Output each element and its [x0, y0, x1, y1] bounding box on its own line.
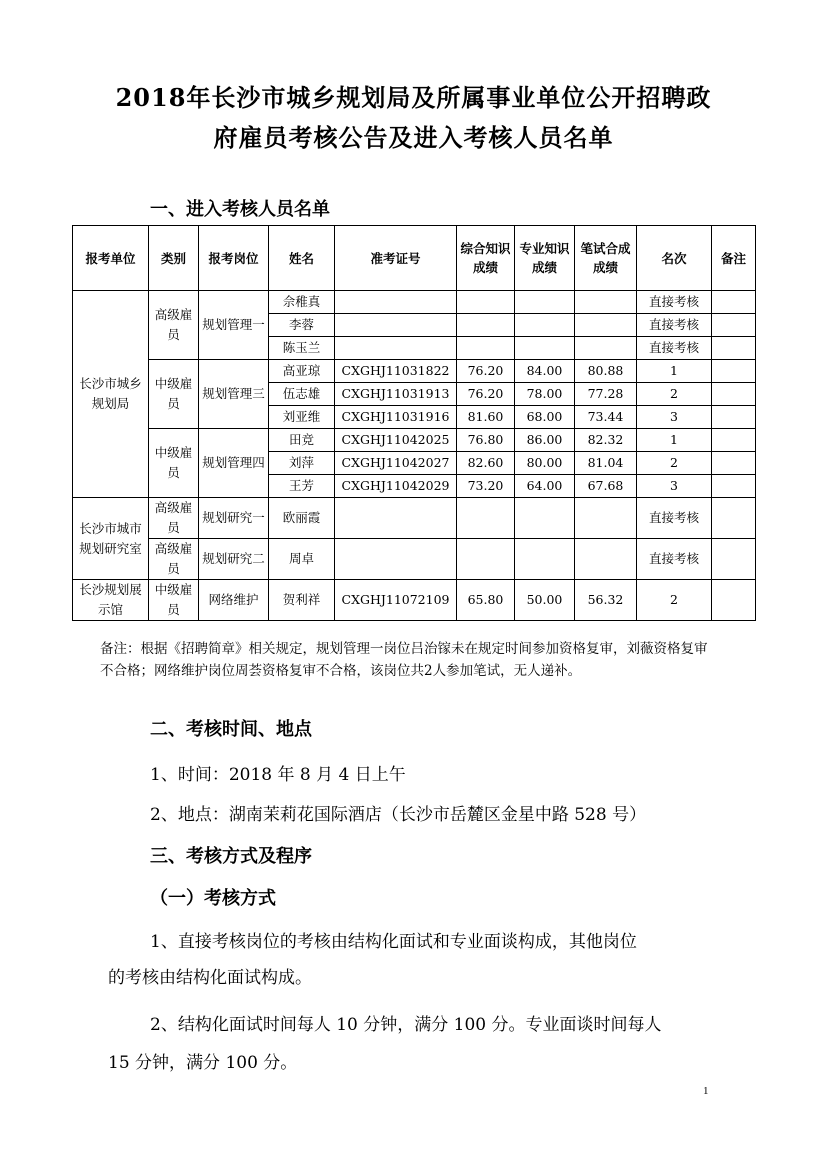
cell-name: 陈玉兰	[269, 337, 335, 360]
cell-post: 规划研究一	[199, 498, 269, 539]
cell-name: 田竞	[269, 429, 335, 452]
cell-name: 伍志雄	[269, 383, 335, 406]
cell-remark	[712, 452, 756, 475]
cell-post: 规划管理三	[199, 360, 269, 429]
cell-id	[335, 291, 457, 314]
paragraph-1-line-2: 的考核由结构化面试构成。	[108, 968, 312, 988]
cell-s2	[515, 291, 575, 314]
table-row	[73, 360, 756, 383]
cell-id: CXGHJ11031822	[335, 360, 457, 383]
header-rank: 名次	[637, 226, 712, 291]
paragraph-2-line-1: 2、结构化面试时间每人 10 分钟，满分 100 分。专业面谈时间每人	[150, 1015, 662, 1035]
cell-s3	[575, 498, 637, 539]
cell-s2: 78.00	[515, 383, 575, 406]
cell-unit: 长沙规划展示馆	[73, 580, 149, 621]
cell-category: 高级雇员	[149, 291, 199, 360]
cell-s1: 82.60	[457, 452, 515, 475]
cell-name: 高亚琼	[269, 360, 335, 383]
cell-s2: 80.00	[515, 452, 575, 475]
cell-s2	[515, 337, 575, 360]
cell-id	[335, 337, 457, 360]
cell-s3	[575, 314, 637, 337]
cell-s2: 68.00	[515, 406, 575, 429]
cell-rank: 2	[637, 580, 712, 621]
cell-s3: 67.68	[575, 475, 637, 498]
cell-s1	[457, 314, 515, 337]
cell-s3	[575, 539, 637, 580]
cell-rank: 直接考核	[637, 337, 712, 360]
cell-s1	[457, 498, 515, 539]
page-number: 1	[703, 1085, 709, 1097]
cell-category: 高级雇员	[149, 539, 199, 580]
header-general-score: 综合知识成绩	[457, 226, 515, 291]
cell-name: 王芳	[269, 475, 335, 498]
cell-remark	[712, 539, 756, 580]
cell-remark	[712, 314, 756, 337]
exam-time: 1、时间：2018 年 8 月 4 日上午	[150, 765, 406, 785]
cell-s1	[457, 539, 515, 580]
section-heading-2: 二、考核时间、地点	[150, 719, 312, 740]
table-row	[73, 291, 756, 314]
cell-remark	[712, 337, 756, 360]
cell-rank: 直接考核	[637, 539, 712, 580]
section-heading-1: 一、进入考核人员名单	[150, 199, 330, 220]
cell-remark	[712, 291, 756, 314]
cell-s1: 76.20	[457, 383, 515, 406]
cell-name: 刘萍	[269, 452, 335, 475]
cell-s1: 65.80	[457, 580, 515, 621]
cell-rank: 直接考核	[637, 314, 712, 337]
cell-s2	[515, 539, 575, 580]
cell-rank: 直接考核	[637, 291, 712, 314]
cell-post: 规划管理四	[199, 429, 269, 498]
cell-remark	[712, 475, 756, 498]
header-post: 报考岗位	[199, 226, 269, 291]
cell-s2: 86.00	[515, 429, 575, 452]
cell-s2	[515, 314, 575, 337]
cell-s1: 76.20	[457, 360, 515, 383]
paragraph-1-line-1: 1、直接考核岗位的考核由结构化面试和专业面谈构成，其他岗位	[150, 932, 637, 952]
table-row	[73, 498, 756, 539]
cell-id	[335, 314, 457, 337]
cell-rank: 2	[637, 452, 712, 475]
cell-name: 佘稚真	[269, 291, 335, 314]
cell-s3: 73.44	[575, 406, 637, 429]
cell-category: 中级雇员	[149, 360, 199, 429]
cell-rank: 1	[637, 360, 712, 383]
cell-s1: 76.80	[457, 429, 515, 452]
cell-s3	[575, 291, 637, 314]
cell-name: 贺利祥	[269, 580, 335, 621]
candidate-table	[72, 225, 756, 621]
cell-s2	[515, 498, 575, 539]
header-category: 类别	[149, 226, 199, 291]
subsection-heading-1: （一）考核方式	[150, 888, 276, 909]
section-heading-3: 三、考核方式及程序	[150, 846, 312, 867]
header-unit: 报考单位	[73, 226, 149, 291]
cell-remark	[712, 580, 756, 621]
cell-name: 李蓉	[269, 314, 335, 337]
cell-unit: 长沙市城乡规划局	[73, 291, 149, 498]
cell-rank: 3	[637, 475, 712, 498]
cell-id	[335, 498, 457, 539]
cell-rank: 1	[637, 429, 712, 452]
cell-s1	[457, 291, 515, 314]
cell-s3: 82.32	[575, 429, 637, 452]
header-combined-score: 笔试合成成绩	[575, 226, 637, 291]
cell-s1	[457, 337, 515, 360]
title-line-2: 府雇员考核公告及进入考核人员名单	[213, 123, 614, 152]
cell-id: CXGHJ11042027	[335, 452, 457, 475]
cell-category: 中级雇员	[149, 580, 199, 621]
header-remark: 备注	[712, 226, 756, 291]
table-body	[73, 291, 756, 621]
cell-post: 网络维护	[199, 580, 269, 621]
cell-id: CXGHJ11072109	[335, 580, 457, 621]
cell-id: CXGHJ11042029	[335, 475, 457, 498]
cell-rank: 2	[637, 383, 712, 406]
cell-s1: 81.60	[457, 406, 515, 429]
cell-category: 高级雇员	[149, 498, 199, 539]
cell-remark	[712, 498, 756, 539]
cell-category: 中级雇员	[149, 429, 199, 498]
cell-remark	[712, 429, 756, 452]
cell-s3: 80.88	[575, 360, 637, 383]
cell-id	[335, 539, 457, 580]
paragraph-2-line-2: 15 分钟，满分 100 分。	[108, 1053, 298, 1073]
cell-name: 刘亚维	[269, 406, 335, 429]
header-exam-id: 准考证号	[335, 226, 457, 291]
cell-remark	[712, 360, 756, 383]
cell-s3	[575, 337, 637, 360]
table-row	[73, 580, 756, 621]
cell-remark	[712, 406, 756, 429]
cell-post: 规划管理一	[199, 291, 269, 360]
exam-place: 2、地点：湖南茉莉花国际酒店（长沙市岳麓区金星中路 528 号）	[150, 805, 647, 825]
cell-name: 周卓	[269, 539, 335, 580]
cell-s3: 56.32	[575, 580, 637, 621]
table-footnote: 备注：根据《招聘简章》相关规定，规划管理一岗位吕治镓未在规定时间参加资格复审，刘薇资格复审不合格；网络维护岗位周荟资格复审不合格，该岗位共2人参加笔试，无人递补。	[100, 641, 708, 679]
table-row	[73, 429, 756, 452]
cell-id: CXGHJ11031913	[335, 383, 457, 406]
table-header-row	[73, 226, 756, 291]
title-line-1: 2018年长沙市城乡规划局及所属事业单位公开招聘政	[115, 83, 712, 112]
cell-id: CXGHJ11031916	[335, 406, 457, 429]
cell-post: 规划研究二	[199, 539, 269, 580]
cell-id: CXGHJ11042025	[335, 429, 457, 452]
header-professional-score: 专业知识成绩	[515, 226, 575, 291]
cell-s2: 50.00	[515, 580, 575, 621]
table-row	[73, 539, 756, 580]
cell-unit: 长沙市城市规划研究室	[73, 498, 149, 580]
document-title	[60, 78, 767, 158]
cell-s2: 64.00	[515, 475, 575, 498]
cell-name: 欧丽霞	[269, 498, 335, 539]
cell-rank: 直接考核	[637, 498, 712, 539]
cell-s3: 77.28	[575, 383, 637, 406]
header-name: 姓名	[269, 226, 335, 291]
cell-s3: 81.04	[575, 452, 637, 475]
cell-s1: 73.20	[457, 475, 515, 498]
cell-remark	[712, 383, 756, 406]
cell-rank: 3	[637, 406, 712, 429]
cell-s2: 84.00	[515, 360, 575, 383]
